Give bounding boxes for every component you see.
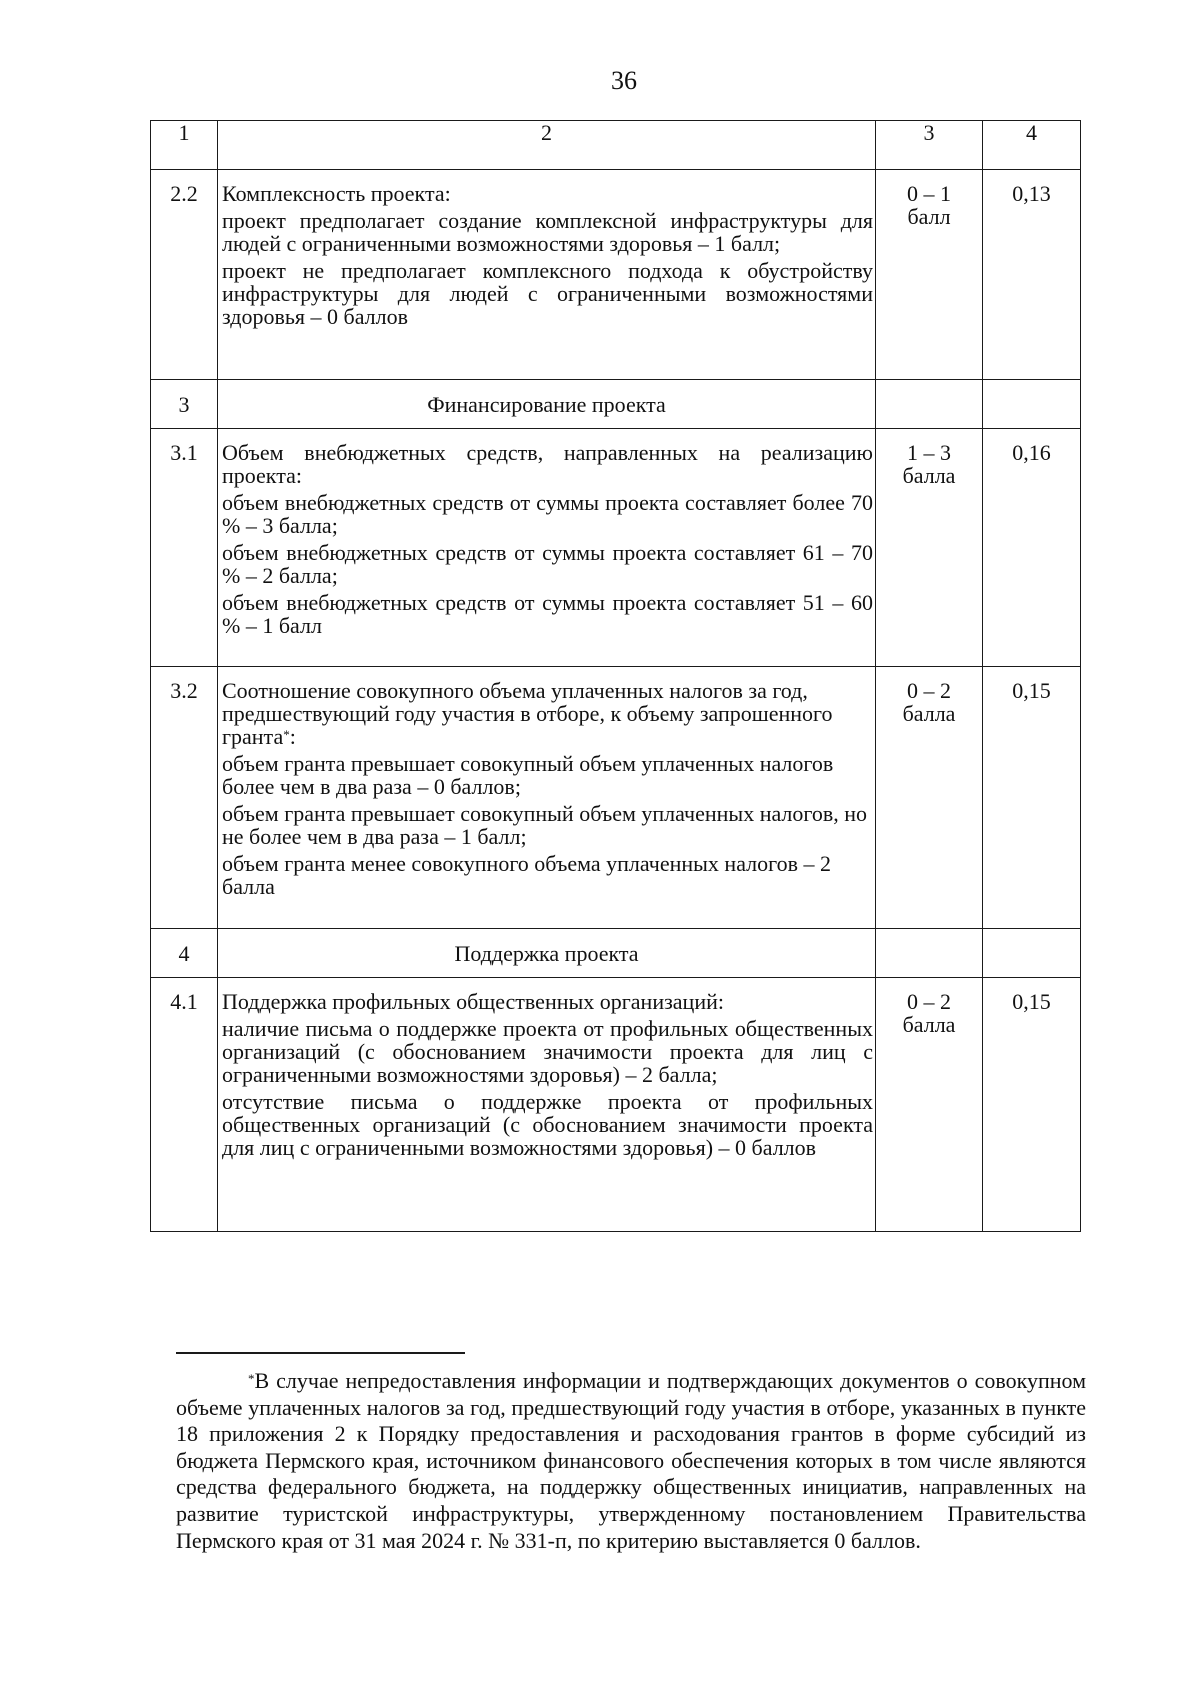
points-unit: балл	[907, 204, 951, 229]
criterion-option: объем внебюджетных средств от суммы проекта составляет 51 – 60 % – 1 балл	[222, 590, 873, 638]
table-row	[151, 978, 1081, 1232]
points-cell	[876, 170, 983, 380]
points-unit: балла	[902, 701, 956, 726]
criterion-number: 3.1	[151, 429, 218, 667]
points-unit: балла	[902, 463, 956, 488]
criterion-option: проект предполагает создание комплексной инфраструктуры для людей с ограниченными возможностями здоровья – 1 балл;	[222, 208, 873, 256]
points-range: 0 – 2	[907, 678, 951, 703]
criterion-option: проект не предполагает комплексного подхода к обустройству инфраструктуры для людей с ограниченными возможностями здоровья – 0 баллов	[222, 258, 873, 329]
criterion-number: 3.2	[151, 667, 218, 929]
criteria-table	[150, 120, 1081, 1232]
points-unit: балла	[902, 1012, 956, 1037]
criterion-option: объем гранта превышает совокупный объем уплаченных налогов, но не более чем в два раза – 1 балл;	[222, 801, 868, 849]
table-header-row	[151, 121, 1081, 170]
section-title: Поддержка проекта	[218, 929, 876, 978]
column-header: 3	[876, 121, 983, 170]
weight-value: 0,16	[983, 429, 1081, 667]
footnote-divider	[176, 1352, 465, 1354]
points-range: 0 – 2	[907, 989, 951, 1014]
column-header: 2	[218, 121, 876, 170]
criterion-option: объем внебюджетных средств от суммы проекта составляет более 70 % – 3 балла;	[222, 490, 873, 538]
criterion-title: Поддержка профильных общественных организаций:	[222, 989, 724, 1014]
criterion-option: объем гранта менее совокупного объема уплаченных налогов – 2 балла	[222, 851, 831, 899]
criterion-option: объем гранта превышает совокупный объем уплаченных налогов более чем в два раза – 0 баллов;	[222, 751, 834, 799]
page-number: 36	[611, 66, 637, 95]
table-row	[151, 429, 1081, 667]
section-row	[151, 929, 1081, 978]
criterion-title-text: Соотношение совокупного объема уплаченных налогов за год, предшествующий году участия в отборе, к объему запрошенного гранта	[222, 678, 833, 749]
criterion-title: Комплексность проекта:	[222, 181, 451, 206]
empty-cell	[876, 380, 983, 429]
points-range: 0 – 1	[907, 181, 951, 206]
weight-value: 0,15	[983, 978, 1081, 1232]
empty-cell	[983, 380, 1081, 429]
criterion-description	[218, 978, 876, 1232]
criterion-description	[218, 667, 876, 929]
points-range: 1 – 3	[907, 440, 951, 465]
criterion-description	[218, 170, 876, 380]
points-cell	[876, 429, 983, 667]
section-title: Финансирование проекта	[218, 380, 876, 429]
criterion-option: отсутствие письма о поддержке проекта от профильных общественных организаций (с обоснованием значимости проекта для лиц с ограниченными возможностями здоровья) – 0 баллов	[222, 1089, 873, 1160]
empty-cell	[983, 929, 1081, 978]
footnote-text: В случае непредоставления информации и подтверждающих документов о совокупном объеме уплаченных налогов за год, предшествующий году участия в отборе, указанных в пункте 18 приложения 2 к Порядку предоставления и расходования грантов в форме субсидий из бюджета Пермского края, источником финансового обеспечения которых в том числе являются средства федерального бюджета, на поддержку общественных инициатив, направленных на развитие туристской инфраструктуры, утвержденному постановлением Правительства Пермского края от 31 мая 2024 г. № 331-п, по критерию выставляется 0 баллов.	[176, 1368, 1086, 1553]
criterion-option: наличие письма о поддержке проекта от профильных общественных организаций (с обоснованием значимости проекта для лиц с ограниченными возможностями здоровья) – 2 балла;	[222, 1016, 873, 1087]
criterion-title: Объем внебюджетных средств, направленных на реализацию проекта:	[222, 440, 873, 488]
criterion-description	[218, 429, 876, 667]
criterion-title-suffix: :	[289, 724, 296, 749]
criterion-number: 2.2	[151, 170, 218, 380]
section-number: 4	[151, 929, 218, 978]
section-number: 3	[151, 380, 218, 429]
table-row	[151, 667, 1081, 929]
footnote-marker: *	[283, 727, 290, 742]
table-row	[151, 170, 1081, 380]
column-header: 4	[983, 121, 1081, 170]
criterion-number: 4.1	[151, 978, 218, 1232]
weight-value: 0,15	[983, 667, 1081, 929]
criterion-title	[222, 679, 873, 748]
criterion-option: объем внебюджетных средств от суммы проекта составляет 61 – 70 % – 2 балла;	[222, 540, 873, 588]
points-cell	[876, 667, 983, 929]
footnote-marker: *	[248, 1371, 255, 1386]
points-cell	[876, 978, 983, 1232]
weight-value: 0,13	[983, 170, 1081, 380]
footnote	[176, 1368, 1086, 1554]
column-header: 1	[151, 121, 218, 170]
section-row	[151, 380, 1081, 429]
empty-cell	[876, 929, 983, 978]
